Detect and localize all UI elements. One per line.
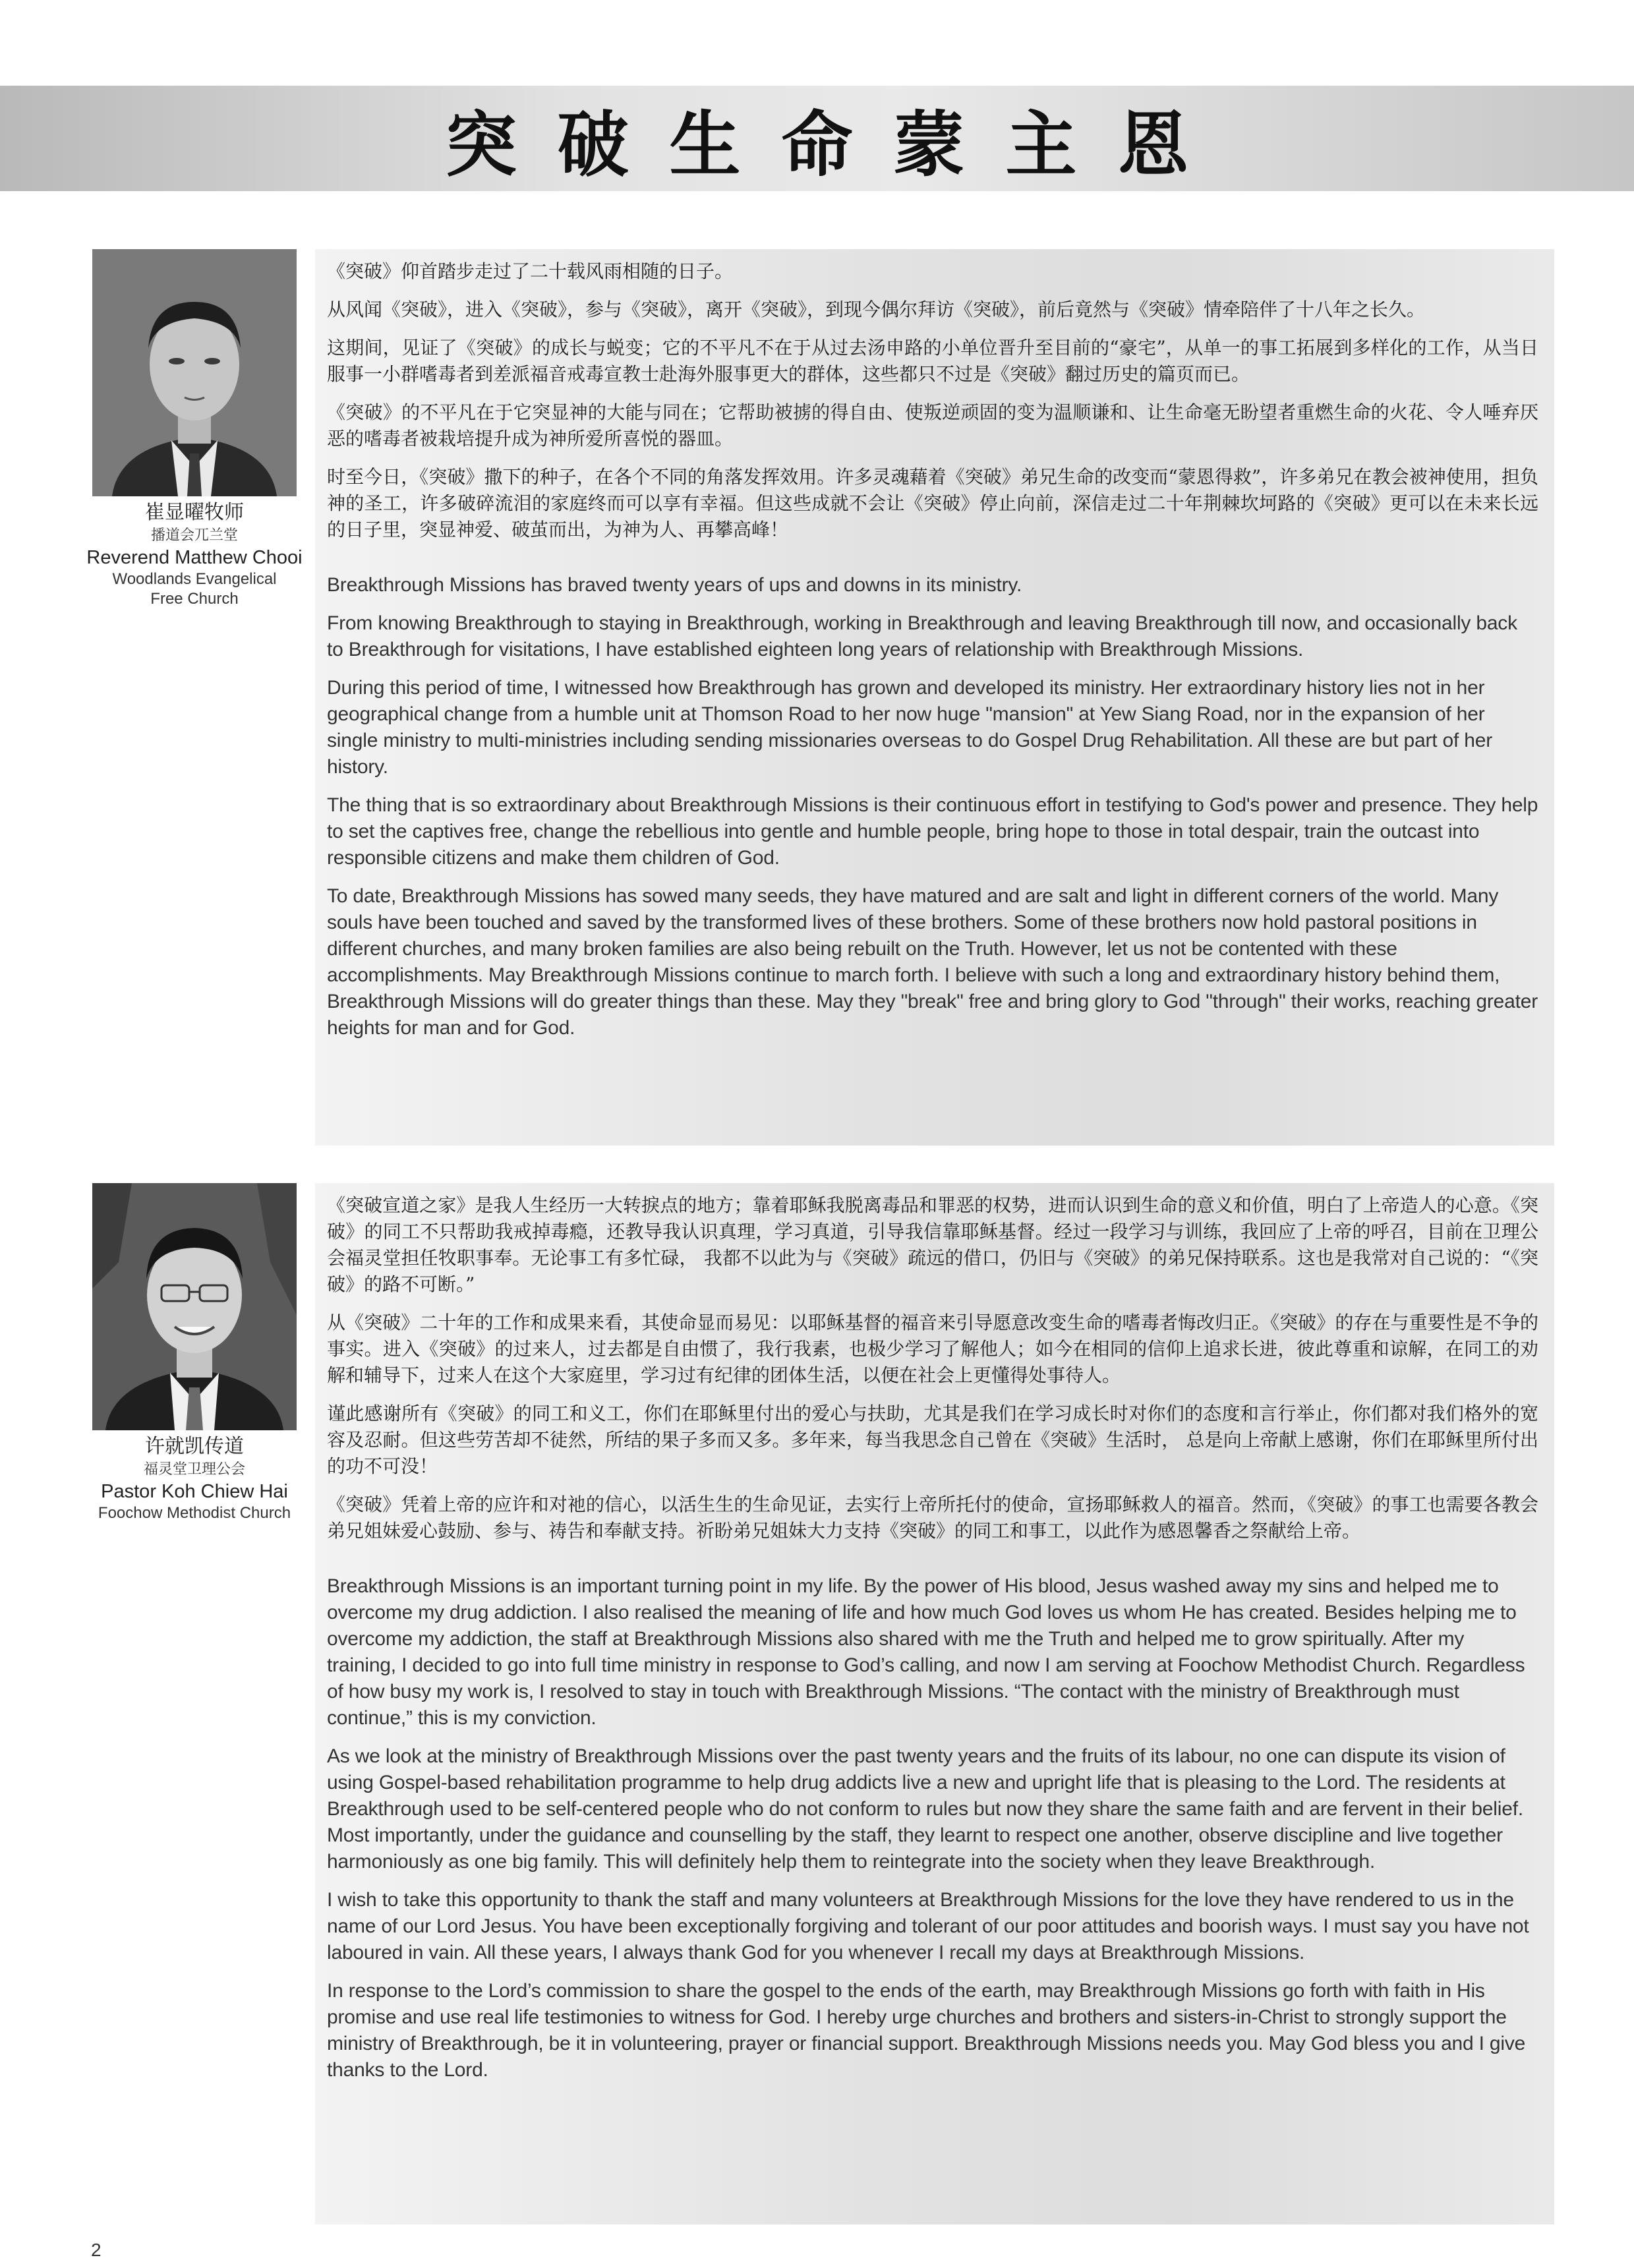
caption-en-church: Foochow Methodist Church xyxy=(98,1504,291,1522)
zh-paragraph: 《突破宣道之家》是我人生经历一大转捩点的地方；靠着耶稣我脱离毒品和罪恶的权势，进而认识到生命的意义和价值，明白了上帝造人的心意。《突破》的同工不只帮助我戒掉毒瘾，还教导我认识真理，学习真道，引导我信靠耶稣基督。经过一段学习与训练，我回应了上帝的呼召，目前在卫理公会福灵堂担任牧职事奉。无论事工有多忙碌， 我都不以此为与《突破》疏远的借口，仍旧与《突破》的弟兄保持联系。这也是我常对自己说的：“《突破》的路不可断。” xyxy=(327,1194,1538,1295)
en-paragraph: Breakthrough Missions has braved twenty years of ups and downs in its ministry. xyxy=(327,574,1022,596)
caption-koh xyxy=(86,1434,303,1523)
zh-paragraph: 《突破》仰首踏步走过了二十载风雨相随的日子。 xyxy=(327,260,734,282)
testimony-panel-koh xyxy=(315,1183,1554,2224)
portrait-photo-chooi xyxy=(92,249,297,496)
en-paragraph: Breakthrough Missions is an important turning point in my life. By the power of His blood, Jesus washed away my sins and helped me to overcome my drug addiction. I also realised the meaning of life and how much God loves us whom He has created. Besides helping me to overcome my addiction, the staff at Breakthrough Missions also shared with me the Truth and helped me to grow spiritually. After my training, I decided to go into full time ministry in response to God’s calling, and now I am serving at Foochow Methodist Church. Regardless of how busy my work is, I resolved to stay in touch with Breakthrough Missions. “The contact with the ministry of Breakthrough must continue,” this is my conviction. xyxy=(327,1575,1525,1729)
caption-en-church: Woodlands Evangelical xyxy=(112,570,277,588)
caption-zh-church: 播道会兀兰堂 xyxy=(150,527,238,544)
en-paragraph: I wish to take this opportunity to thank the staff and many volunteers at Breakthrough Missions for the love they have rendered to us in the name of our Lord Jesus. You have been exceptionally forgiving and tolerant of our poor attitudes and boorish ways. I must say you have not laboured in vain. All these years, I always thank God for you whenever I recall my days at Breakthrough Missions. xyxy=(327,1889,1529,1963)
caption-en-church: Free Church xyxy=(150,590,239,608)
zh-paragraph: 《突破》凭着上帝的应许和对祂的信心，以活生生的生命见证，去实行上帝所托付的使命，宣扬耶稣救人的福音。然而，《突破》的事工也需要各教会弟兄姐妹爱心鼓励、参与、祷告和奉献支持。祈盼弟兄姐妹大力支持《突破》的同工和事工，以此作为感恩馨香之祭献给上帝。 xyxy=(327,1494,1538,1542)
zh-paragraph: 从《突破》二十年的工作和成果来看，其使命显而易见：以耶稣基督的福音来引导愿意改变生命的嗜毒者悔改归正。《突破》的存在与重要性是不争的事实。进入《突破》的过来人，过去都是自由惯了，我行我素，也极少学习了解他人；如今在相同的信仰上追求长进，彼此尊重和谅解，在同工的劝解和辅导下，过来人在这个大家庭里，学习过有纪律的团体生活，以便在社会上更懂得处事待人。 xyxy=(327,1312,1538,1386)
zh-paragraph: 这期间，见证了《突破》的成长与蜕变；它的不平凡不在于从过去汤申路的小单位晋升至目前的“豪宅”，从单一的事工拓展到多样化的工作，从当日服事一小群嗜毒者到差派福音戒毒宣教士赴海外服事更大的群体，这些都只不过是《突破》翻过历史的篇页而已。 xyxy=(327,337,1538,385)
en-paragraph: To date, Breakthrough Missions has sowed many seeds, they have matured and are salt and light in different corners of the world. Many souls have been touched and saved by the transformed lives of these brothers. Some of these brothers now hold pastoral positions in different churches, and many broken families are also being rebuilt on the Truth. However, let us not be contented with these accomplishments. May Breakthrough Missions continue to march forth. I believe with such a long and extraordinary history behind them, Breakthrough Missions will do greater things than these. May they "break" free and bring glory to God "through" their works, reaching greater heights for man and for God. xyxy=(327,885,1538,1039)
page-title: 突破生命蒙主恩 xyxy=(445,103,1230,187)
caption-zh-church: 福灵堂卫理公会 xyxy=(143,1461,245,1478)
en-paragraph: As we look at the ministry of Breakthrough Missions over the past twenty years and the fruits of its labour, no one can dispute its vision of using Gospel-based rehabilitation programme to help drug addicts live a new and upright life that is pleasing to the Lord. The residents at Breakthrough used to be self-centered people who do not conform to rules but now they share the same faith and are fervent in their belief. Most importantly, under the guidance and counselling by the staff, they learnt to respect one another, observe discipline and live together harmoniously as one big family. This will definitely help them to reintegrate into the society when they leave Breakthrough. xyxy=(327,1745,1523,1873)
caption-zh-name: 许就凯传道 xyxy=(145,1435,244,1458)
en-paragraph: During this period of time, I witnessed how Breakthrough has grown and developed its ministry. Her extraordinary history lies not in her geographical change from a humble unit at Thomson Road to her now huge "mansion" at Yew Siang Road, nor in the expansion of her single ministry to multi-ministries including sending missionaries overseas to do Gospel Drug Rehabilitation. All these are but part of her history. xyxy=(327,677,1493,778)
portrait-photo-koh xyxy=(92,1183,297,1430)
testimony-panel-chooi xyxy=(315,249,1554,1146)
zh-paragraph: 时至今日，《突破》撒下的种子，在各个不同的角落发挥效用。许多灵魂藉着《突破》弟兄生命的改变而“蒙恩得救”，许多弟兄在教会被神使用，担负神的圣工，许多破碎流泪的家庭终而可以享有幸福。但这些成就不会让《突破》停止向前，深信走过二十年荆棘坎坷路的《突破》更可以在未来长远的日子里，突显神爱、破茧而出，为神为人、再攀高峰！ xyxy=(327,466,1538,540)
en-paragraph: From knowing Breakthrough to staying in Breakthrough, working in Breakthrough and leaving Breakthrough till now, and occasionally back to Breakthrough for visitations, I have established eighteen long years of relationship with Breakthrough Missions. xyxy=(327,612,1517,660)
page-number: 2 xyxy=(91,2240,102,2260)
caption-chooi xyxy=(86,500,303,609)
portrait-image xyxy=(92,1183,297,1430)
zh-paragraph: 从风闻《突破》，进入《突破》，参与《突破》，离开《突破》，到现今偶尔拜访《突破》，前后竟然与《突破》情牵陪伴了十八年之长久。 xyxy=(327,299,1426,320)
portrait-image xyxy=(92,249,297,496)
title-banner xyxy=(0,86,1634,191)
en-paragraph: The thing that is so extraordinary about Breakthrough Missions is their continuous effort in testifying to God's power and presence. They help to set the captives free, change the rebellious into gentle and humble people, bring hope to those in total despair, train the outcast into responsible citizens and make them children of God. xyxy=(327,794,1538,869)
en-paragraph: In response to the Lord’s commission to share the gospel to the ends of the earth, may Breakthrough Missions go forth with faith in His promise and use real life testimonies to witness for God. I hereby urge churches and brothers and sisters-in-Christ to strongly support the ministry of Breakthrough, be it in volunteering, prayer or financial support. Breakthrough Missions needs you. May God bless you and I give thanks to the Lord. xyxy=(327,1980,1526,2081)
caption-zh-name: 崔显曜牧师 xyxy=(145,501,244,524)
caption-en-name: Reverend Matthew Chooi xyxy=(86,547,303,568)
caption-en-name: Pastor Koh Chiew Hai xyxy=(101,1481,288,1502)
zh-paragraph: 《突破》的不平凡在于它突显神的大能与同在；它帮助被掳的得自由、使叛逆顽固的变为温顺谦和、让生命毫无盼望者重燃生命的火花、令人唾弃厌恶的嗜毒者被栽培提升成为神所爱所喜悦的器皿。 xyxy=(327,401,1538,450)
zh-paragraph: 谨此感谢所有《突破》的同工和义工，你们在耶稣里付出的爱心与扶助，尤其是我们在学习成长时对你们的态度和言行举止，你们都对我们格外的宽容及忍耐。但这些劳苦却不徒然，所结的果子多而又多。多年来，每当我思念自己曾在《突破》生活时， 总是向上帝献上感谢，你们在耶稣里所付出的功不可没！ xyxy=(327,1403,1538,1477)
